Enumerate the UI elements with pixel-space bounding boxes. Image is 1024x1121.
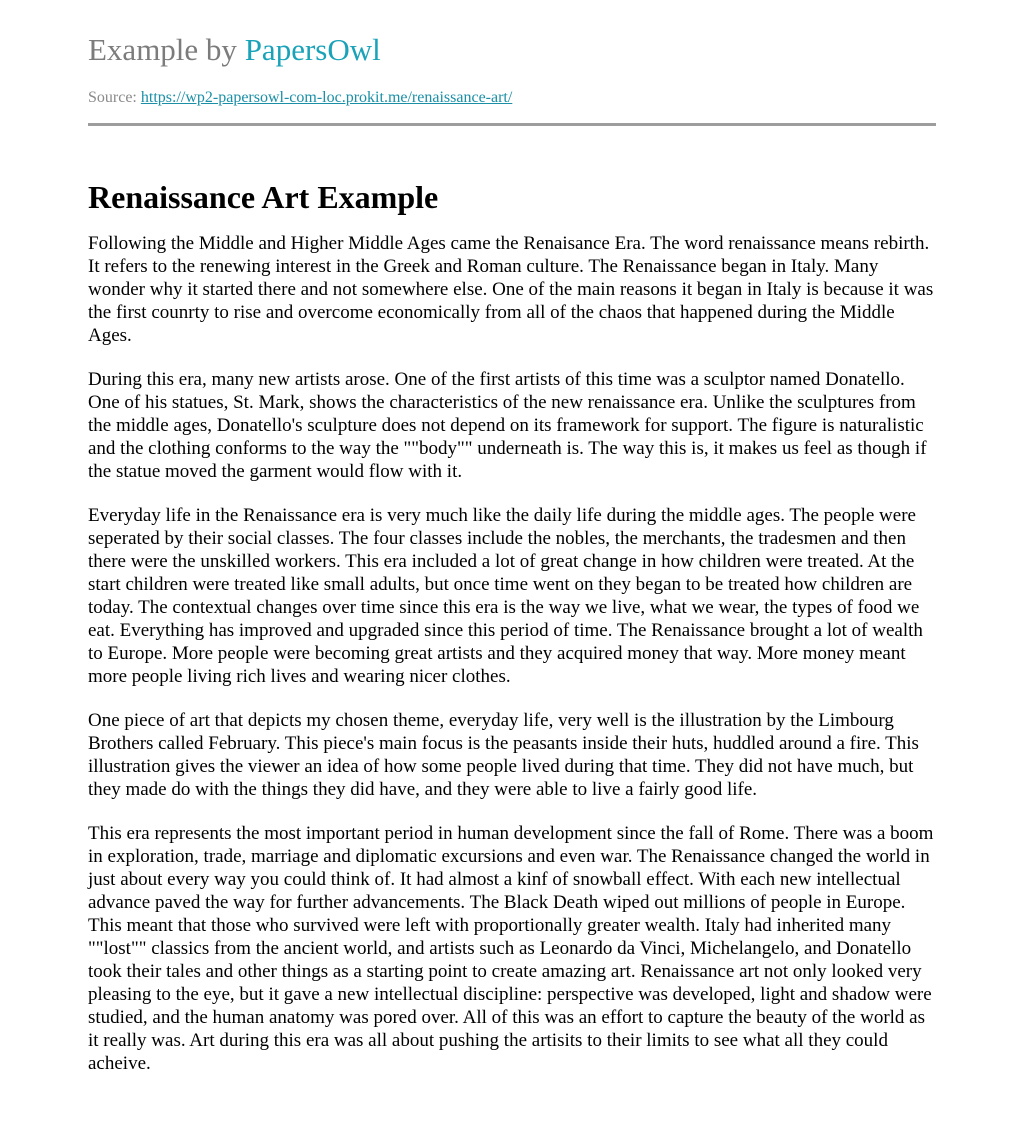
document-page: [88, 0, 936, 1096]
header-divider: [88, 123, 936, 126]
source-label: Source:: [88, 89, 137, 106]
article-paragraph: This era represents the most important period in human development since the fall of Rome. There was a boom in exploration, trade, marriage and diplomatic excursions and even war. The Renaissance changed the world in just about every way you could think of. It had almost a kinf of snowball effect. With each new intellectual advance paved the way for further advancements. The Black Death wiped out millions of people in Europe. This meant that those who survived were left with proportionally greater wealth. Italy had inherited many ""lost"" classics from the ancient world, and artists such as Leonardo da Vinci, Michelangelo, and Donatello took their tales and other things as a starting point to create amazing art. Renaissance art not only looked very pleasing to the eye, but it gave a new intellectual discipline: perspective was developed, light and shadow were studied, and the human anatomy was pored over. All of this was an effort to capture the beauty of the world as it really was. Art during this era was all about pushing the artisits to their limits to see what all they could acheive.: [88, 823, 934, 1074]
article-paragraph: During this era, many new artists arose. One of the first artists of this time was a sculptor named Donatello. One of his statues, St. Mark, shows the characteristics of the new renaissance era. Unlike the sculptures from the middle ages, Donatello's sculpture does not depend on its framework for support. The figure is naturalistic and the clothing conforms to the way the ""body"" underneath is. The way this is, it makes us feel as though if the statue moved the garment would flow with it.: [88, 369, 927, 482]
article-title: Renaissance Art Example: [88, 179, 439, 215]
article-body: [88, 232, 936, 1075]
brand-name: PapersOwl: [244, 32, 381, 67]
brand-prefix: Example by: [88, 32, 237, 67]
article-paragraph: One piece of art that depicts my chosen theme, everyday life, very well is the illustration by the Limbourg Brothers called February. This piece's main focus is the peasants inside their huts, huddled around a fire. This illustration gives the viewer an idea of how some people lived during that time. They did not have much, but they made do with the things they did have, and they were able to live a fairly good life.: [88, 710, 919, 800]
article-paragraph: Following the Middle and Higher Middle Ages came the Renaisance Era. The word renaissance means rebirth. It refers to the renewing interest in the Greek and Roman culture. The Renaissance began in Italy. Many wonder why it started there and not somewhere else. One of the main reasons it began in Italy is because it was the first counrty to rise and overcome economically from all of the chaos that happened during the Middle Ages.: [88, 233, 934, 346]
brand-heading: [88, 0, 936, 70]
source-link[interactable]: https://wp2-papersowl-com-loc.prokit.me/renaissance-art/: [140, 89, 513, 106]
source-line: [88, 88, 936, 108]
article-paragraph: Everyday life in the Renaissance era is very much like the daily life during the middle ages. The people were seperated by their social classes. The four classes include the nobles, the merchants, the tradesmen and then there were the unskilled workers. This era included a lot of great change in how children were treated. At the start children were treated like small adults, but once time went on they began to be treated how children are today. The contextual changes over time since this era is the way we live, what we wear, the types of food we eat. Everything has improved and upgraded since this period of time. The Renaissance brought a lot of wealth to Europe. More people were becoming great artists and they acquired money that way. More money meant more people living rich lives and wearing nicer clothes.: [88, 505, 923, 687]
